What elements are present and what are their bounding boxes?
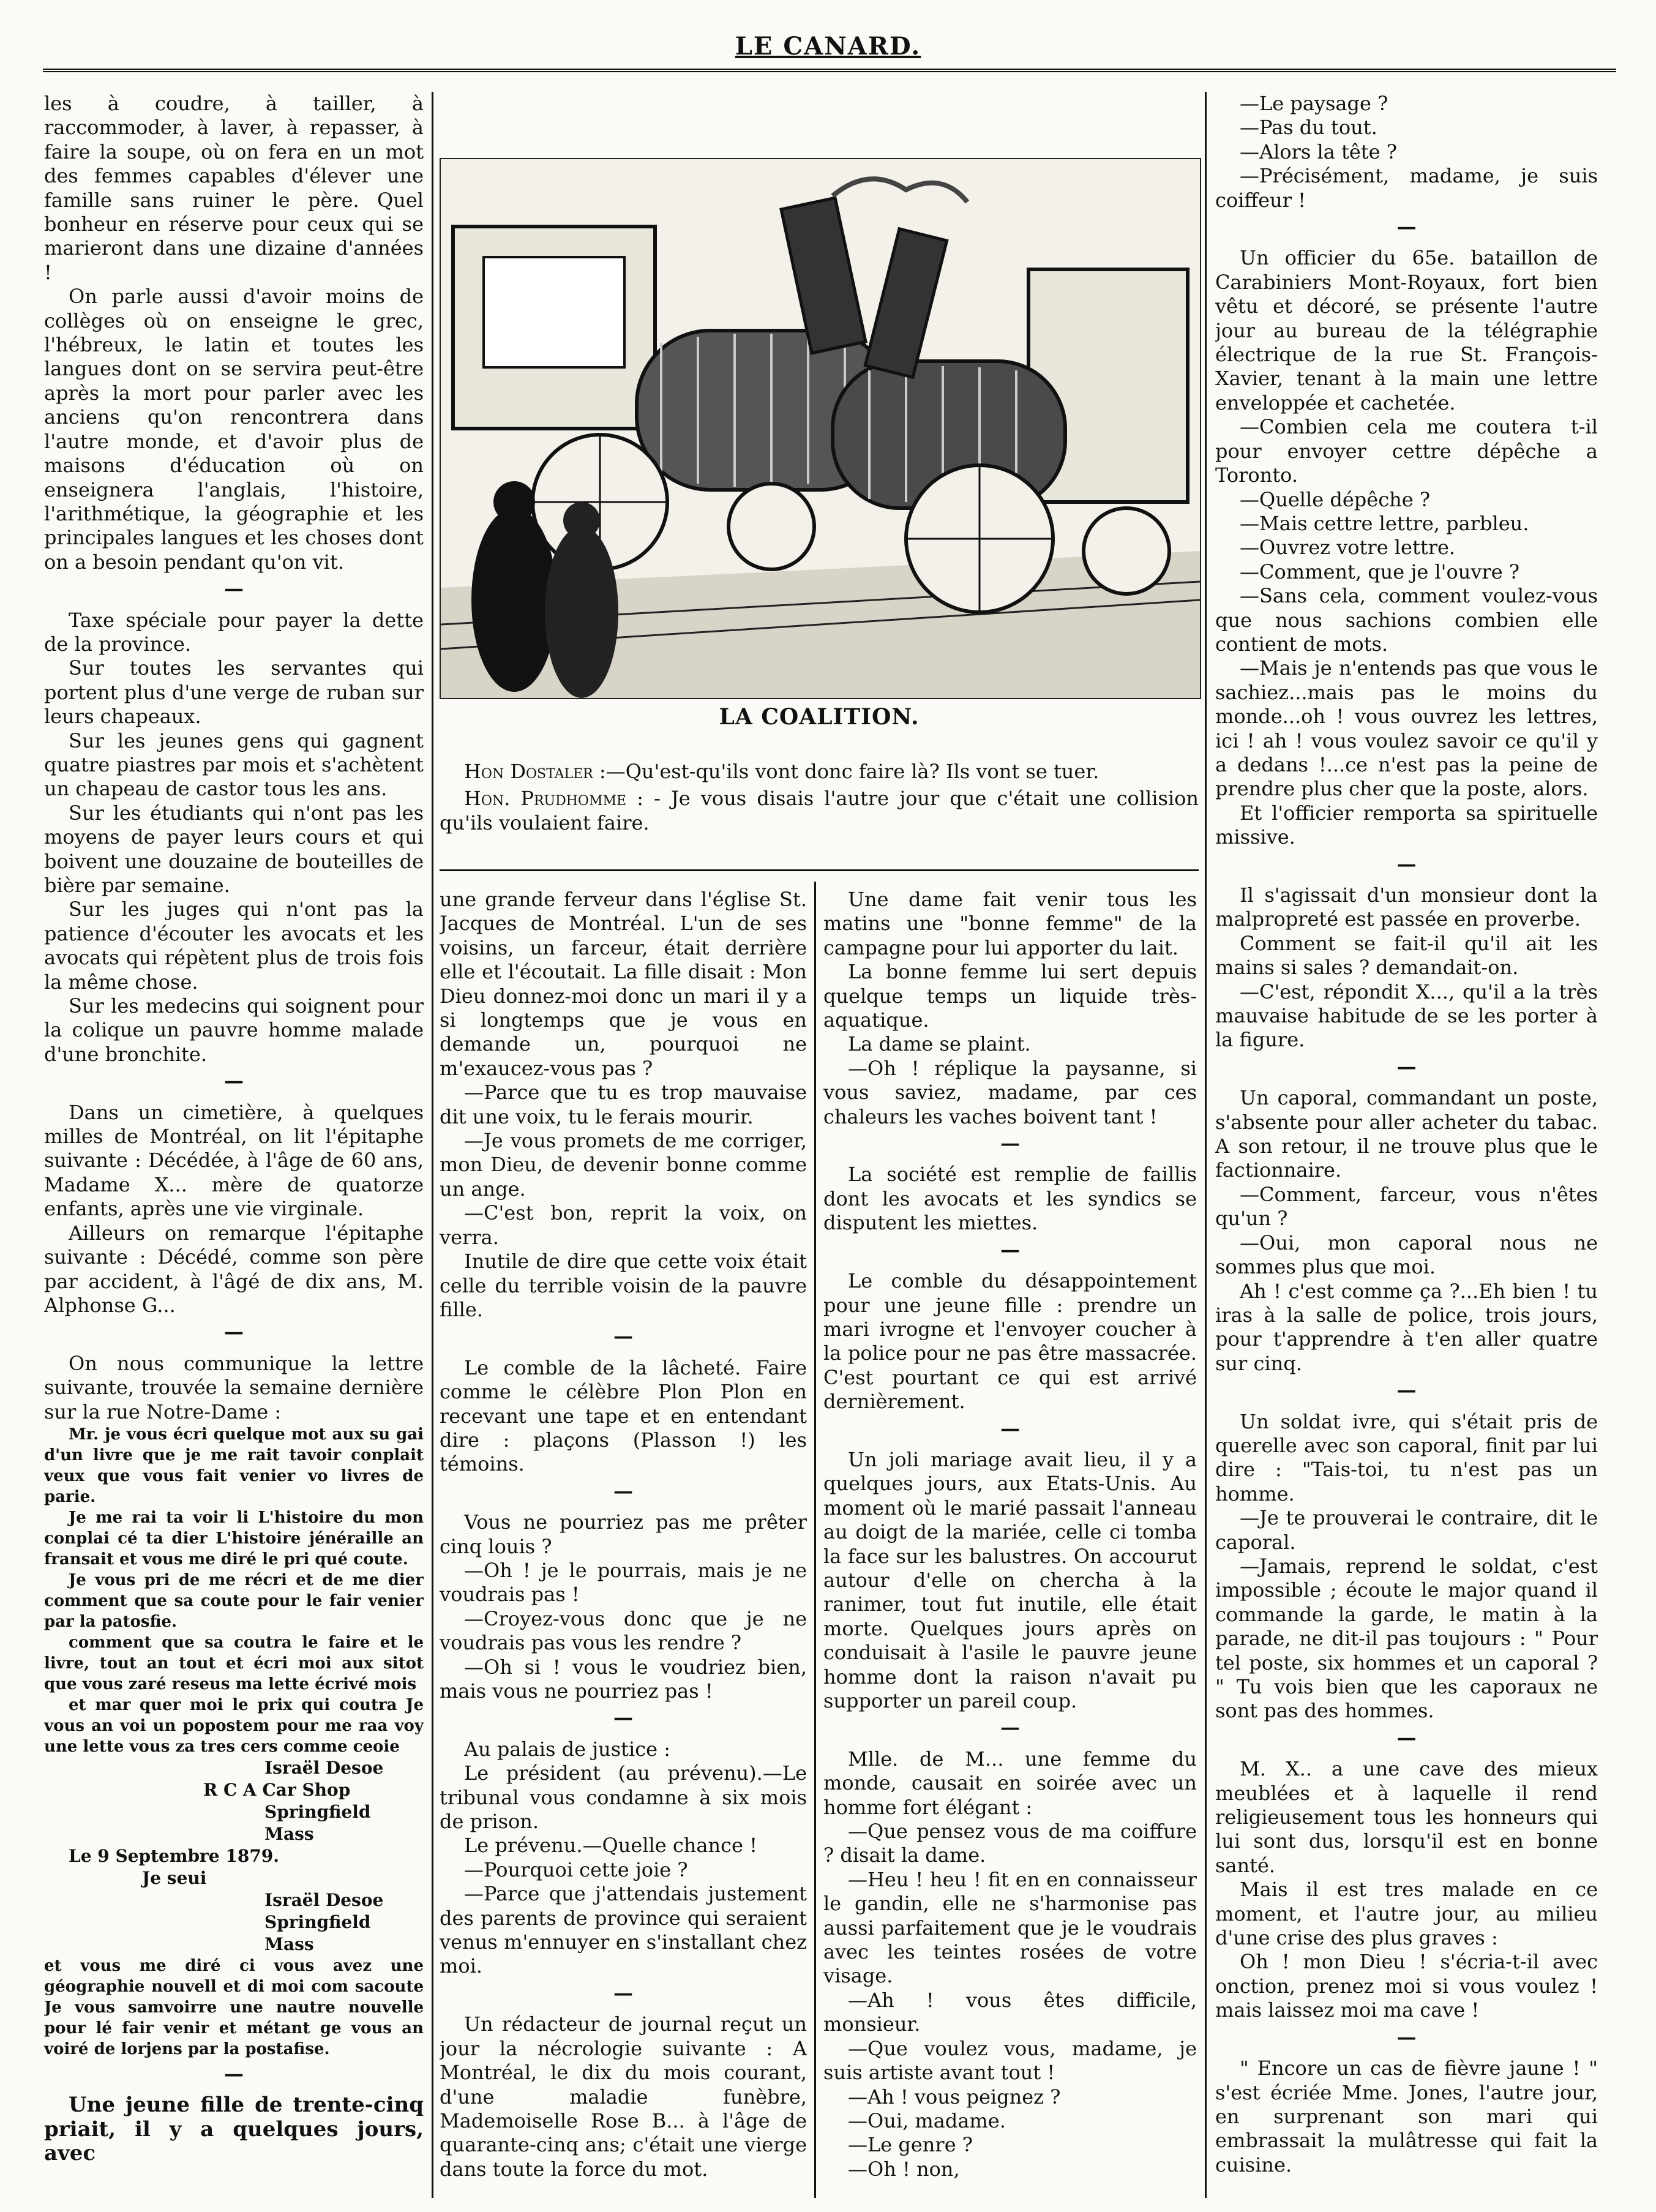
dialogue-text: : - Je vous disais l'autre jour que c'était une collision qu'ils voulaient faire. xyxy=(440,787,1199,834)
letter-line: Je vous pri de me récri et de me dier comment que sa coute pour le fair venier par la patosfie. xyxy=(44,1570,424,1631)
paragraph: —Que pensez vous de ma coiffure ? disait la dame. xyxy=(823,1820,1197,1867)
paragraph: Sur les jeunes gens qui gagnent quatre piastres par mois et s'achètent un chapeau de castor tous les ans. xyxy=(44,729,424,801)
separator: — xyxy=(613,1479,633,1502)
paragraph: —Parce que tu es trop mauvaise dit une voix, tu le ferais mourir. xyxy=(440,1081,807,1128)
speaker-name: Hon Dostaler xyxy=(464,760,593,783)
paragraph: —Sans cela, comment voulez-vous que nous sachions combien elle contient de mots. xyxy=(1215,584,1598,656)
paragraph: Sur toutes les servantes qui portent plus d'une verge de ruban sur leurs chapeaux. xyxy=(44,656,424,729)
signature-shop: R C A Car Shop xyxy=(203,1779,351,1800)
paragraph: On parle aussi d'avoir moins de collèges où on enseigne le grec, l'hébreux, le latin et toutes les langues dont on se servira peut-être après la mort pour parler avec les anciens qu'on rencontrera dans l'autre monde, et d'avoir plus de maisons d'éducation où on enseignera l'anglais, l'histoire, l'arithmétique, la géographie et les principales langues et les choses dont on a besoin pendant qu'on vit. xyxy=(44,285,424,574)
separator: — xyxy=(224,1069,244,1093)
separator: — xyxy=(1000,1237,1020,1261)
separator: — xyxy=(613,1324,633,1348)
paragraph: Mais il est tres malade en ce moment, et l'autre jour, au milieu d'une crise des plus graves : xyxy=(1215,1878,1598,1950)
masthead-rule xyxy=(43,69,1616,72)
paragraph: —Oui, madame. xyxy=(848,2109,1006,2132)
column-3 xyxy=(823,888,1197,2198)
separator: — xyxy=(613,1706,633,1730)
separator: — xyxy=(613,1981,633,2004)
train-collision-drawing xyxy=(441,159,1200,698)
illustration-caption: LA COALITION. xyxy=(719,704,920,730)
paragraph: Un officier du 65e. bataillon de Carabiniers Mont-Royaux, fort bien vêtu et décoré, se présente l'autre jour au bureau de la télégraphie électrique de la rue St. François-Xavier, tenant à la main une lettre enveloppée et cachetée. xyxy=(1215,246,1598,414)
paragraph: —Oh ! réplique la paysanne, si vous saviez, madame, par ces chaleurs les vaches boivent tant ! xyxy=(823,1056,1197,1128)
paragraph: Le président (au prévenu).—Le tribunal vous condamne à six mois de prison. xyxy=(440,1761,807,1834)
paragraph: Un rédacteur de journal reçut un jour la nécrologie suivante : A Montréal, le dix du mois courant, d'une maladie funèbre, Mademoiselle Rose B... à l'âge de quarante-cinq ans; c'était une vierge dans toute la force du mot. xyxy=(440,2012,807,2181)
paragraph: —Précisément, madame, je suis coiffeur ! xyxy=(1215,164,1598,212)
paragraph: —C'est bon, reprit la voix, on verra. xyxy=(440,1201,807,1249)
paragraph: —Que voulez vous, madame, je suis artiste avant tout ! xyxy=(823,2036,1197,2085)
column-4 xyxy=(1215,92,1598,2198)
paragraph: Il s'agissait d'un monsieur dont la malpropreté est passée en proverbe. xyxy=(1215,883,1598,931)
separator: — xyxy=(1396,1725,1417,1749)
column-rule xyxy=(432,92,433,2198)
paragraph: Sur les medecins qui soignent pour la colique un pauvre homme malade d'une bronchite. xyxy=(44,994,424,1066)
paragraph: —Pas du tout. xyxy=(1240,116,1377,140)
paragraph: Dans un cimetière, à quelques milles de Montréal, on lit l'épitaphe suivante : Décédée, à l'âge de 60 ans, Madame X... mère de quatorze enfants, après une vie virginale. xyxy=(44,1100,424,1221)
letter-line: et vous me diré ci vous avez une géographie nouvell et di moi com sacoute Je vous samvoirre une nautre nouvelle pour lé fair venir et métant ge vous an voiré de lorjens par la postafise. xyxy=(44,1956,424,2058)
paragraph: Le comble de la lâcheté. Faire comme le célèbre Plon Plon en recevant une tape et en entendant dire : plaçons (Plasson !) les témoins. xyxy=(440,1355,807,1476)
letter xyxy=(44,1424,424,1757)
letter-end xyxy=(44,1955,424,2060)
paragraph: —Mais cettre lettre, parbleu. xyxy=(1240,511,1529,535)
paragraph: Ailleurs on remarque l'épitaphe suivante : Décédé, comme son père par accident, à l'âgé de dix ans, M. Alphonse G... xyxy=(44,1221,424,1317)
paragraph: Un caporal, commandant un poste, s'absente pour aller acheter du tabac. A son retour, il ne trouve plus que le factionnaire. xyxy=(1215,1086,1598,1182)
paragraph: —Croyez-vous donc que je ne voudrais pas vous les rendre ? xyxy=(440,1607,807,1655)
paragraph: Vous ne pourriez pas me prêter cinq louis ? xyxy=(440,1510,807,1558)
masthead: LE CANARD. xyxy=(735,32,921,61)
paragraph: " Encore un cas de fièvre jaune ! " s'est écriée Mme. Jones, l'autre jour, en surprenant son mari qui embrassait la mulâtresse qui fait la cuisine. xyxy=(1215,2056,1598,2176)
paragraph: —Quelle dépêche ? xyxy=(1240,487,1430,511)
paragraph: Inutile de dire que cette voix était celle du terrible voisin de la pauvre fille. xyxy=(440,1250,807,1321)
paragraph: —Oh si ! vous le voudriez bien, mais vous ne pourriez pas ! xyxy=(440,1655,807,1703)
paragraph: Sur les juges qui n'ont pas la patience d'écouter les avocats et les avocats qui répètent plus de trois fois la même chose. xyxy=(44,898,424,994)
paragraph: —Pourquoi cette joie ? xyxy=(464,1858,688,1881)
paragraph: —Oh ! non, xyxy=(848,2157,960,2181)
paragraph: Oh ! mon Dieu ! s'écria-t-il avec onction, prenez moi si vous voulez ! mais laissez moi ma cave ! xyxy=(1215,1950,1598,2022)
paragraph: —Comment, farceur, vous n'êtes qu'un ? xyxy=(1215,1182,1598,1231)
separator: — xyxy=(224,577,244,601)
coalition-illustration xyxy=(440,158,1201,699)
signature-date: Le 9 Septembre 1879. xyxy=(69,1845,280,1866)
separator: — xyxy=(1000,1131,1020,1155)
paragraph: Au palais de justice : xyxy=(464,1737,671,1761)
paragraph: M. X.. a une cave des mieux meublées et à laquelle il rend religieusement tous les honneurs qui lui sont dus, lorsqu'il est en bonne santé. xyxy=(1215,1757,1598,1877)
paragraph: —Jamais, reprend le soldat, c'est impossible ; écoute le major quand il commande la garde, le matin à la parade, ne dit-il pas toujours : " Pour tel poste, six hommes et un caporal ? " Tu vois bien que les caporaux ne sont pas des hommes. xyxy=(1215,1554,1598,1723)
column-1 xyxy=(44,92,424,2198)
paragraph: —Le paysage ? xyxy=(1240,92,1388,115)
paragraph: Comment se fait-il qu'il ait les mains si sales ? demandait-on. xyxy=(1215,931,1598,980)
signature-name: Israël Desoe xyxy=(264,1889,384,1910)
signature-city: Springfield Mass xyxy=(264,1911,371,1954)
paragraph: —Combien cela me coutera t-il pour envoyer cettre dépêche a Toronto. xyxy=(1215,415,1598,487)
letter-line: Je me rai ta voir li L'histoire du mon conplai cé ta dier L'histoire jénéraille an fransait et vous me diré le pri qué coute. xyxy=(44,1508,424,1569)
separator: — xyxy=(1396,1054,1417,1078)
paragraph: une grande ferveur dans l'église St. Jacques de Montréal. L'un de ses voisins, un farceur, était derrière elle et l'écoutait. La fille disait : Mon Dieu donnez-moi donc un mari il y a si longtemps que je vous en demande un, pourquoi ne m'exaucez-vous pas ? xyxy=(440,888,807,1080)
signature-closing: Je seui xyxy=(142,1867,207,1888)
letter-line: et mar quer moi le prix qui coutra Je vous an voi un popostem pour me raa voy une lette vous za tres cers comme ceoie xyxy=(44,1695,424,1756)
paragraph: Une dame fait venir tous les matins une "bonne femme" de la campagne pour lui apporter du lait. xyxy=(823,888,1197,959)
paragraph: —C'est, répondit X..., qu'il a la très mauvaise habitude de se les porter à la figure. xyxy=(1215,980,1598,1052)
signature-name: Israël Desoe xyxy=(264,1757,384,1778)
column-2 xyxy=(440,888,807,2198)
column-rule xyxy=(1205,92,1207,2198)
separator: — xyxy=(1396,2025,1417,2049)
column-rule xyxy=(814,882,816,2198)
signature-city: Springfield Mass xyxy=(264,1801,371,1844)
paragraph: Ah ! c'est comme ça ?...Eh bien ! tu iras à la salle de police, trois jours, pour t'apprendre à t'en aller quatre sur cinq. xyxy=(1215,1279,1598,1375)
paragraph: Mlle. de M... une femme du monde, causait en soirée avec un homme fort élégant : xyxy=(823,1747,1197,1819)
separator: — xyxy=(1396,215,1417,239)
paragraph: —Je vous promets de me corriger, mon Dieu, de devenir bonne comme un ange. xyxy=(440,1129,807,1201)
paragraph: La société est remplie de faillis dont les avocats et les syndics se disputent les miettes. xyxy=(823,1163,1197,1235)
paragraph: Le comble du désappointement pour une jeune fille : prendre un mari ivrogne et l'envoyer coucher à la police pour ne pas être massacrée. C'est pourtant ce qui est arrivé dernièrement. xyxy=(823,1269,1197,1414)
paragraph: Et l'officier remporta sa spirituelle missive. xyxy=(1215,801,1598,849)
paragraph: —Oui, mon caporal nous ne sommes plus que moi. xyxy=(1215,1231,1598,1279)
letter-line: Mr. je vous écri quelque mot aux su gai d'un livre que je me rait tavoir conplait veux que vous fait venier vo livres de parie. xyxy=(44,1425,424,1506)
paragraph: les à coudre, à tailler, à raccommoder, à laver, à repasser, à faire la soupe, où on fera en un mot des femmes capables d'élever une famille sans ruiner le père. Quel bonheur en réserve pour ceux qui se marieront dans une dizaine d'années ! xyxy=(44,92,424,284)
separator: — xyxy=(1000,1416,1020,1440)
paragraph: On nous communique la lettre suivante, trouvée la semaine dernière sur la rue Notre-Dame : xyxy=(44,1351,424,1423)
paragraph: La bonne femme lui sert depuis quelque temps un liquide très-aquatique. xyxy=(823,960,1197,1032)
letter-line: comment que sa coutra le faire et le livre, tout an tout et écri moi aux sitot que vous zaré reseus ma lette écrivé mois xyxy=(44,1633,424,1693)
dialogue-line xyxy=(440,759,1199,784)
paragraph: —Le genre ? xyxy=(848,2133,973,2157)
paragraph: Une jeune fille de trente-cinq priait, il y a quelques jours, avec xyxy=(44,2093,424,2166)
paragraph: Un joli mariage avait lieu, il y a quelques jours, aux Etats-Unis. Au moment où le marié passait l'anneau au doigt de la mariée, celle ci tomba la face sur les balustres. On accourut autour d'elle on chercha à la ranimer, tout fut inutile, elle était morte. Quelques jours après on conduisait à l'asile le pauvre jeune homme dont la raison n'avait pu supporter un pareil coup. xyxy=(823,1447,1197,1712)
dialogue-text: :—Qu'est-qu'ils vont donc faire là? Ils vont se tuer. xyxy=(599,760,1100,783)
separator: — xyxy=(1000,1715,1020,1739)
paragraph: —Parce que j'attendais justement des parents de province qui seraient venus m'ennuyer en s'installant chez moi. xyxy=(440,1882,807,1978)
paragraph: —Je te prouverai le contraire, dit le caporal. xyxy=(1215,1506,1598,1554)
paragraph: Taxe spéciale pour payer la dette de la province. xyxy=(44,608,424,656)
paragraph: —Ah ! vous peignez ? xyxy=(848,2085,1061,2109)
separator: — xyxy=(224,2061,244,2085)
caption-dialogue xyxy=(440,759,1199,838)
separator: — xyxy=(224,1320,244,1344)
section-rule xyxy=(440,869,1199,871)
paragraph: —Ouvrez votre lettre. xyxy=(1240,536,1456,560)
paragraph: Le prévenu.—Quelle chance ! xyxy=(464,1834,757,1858)
paragraph: —Ah ! vous êtes difficile, monsieur. xyxy=(823,1988,1197,2036)
paragraph: Un soldat ivre, qui s'était pris de querelle avec son caporal, finit par lui dire : "Tais-toi, tu n'est pas un homme. xyxy=(1215,1409,1598,1505)
separator: — xyxy=(1396,1378,1417,1402)
paragraph: Sur les étudiants qui n'ont pas les moyens de payer leurs cours et qui boivent une douzaine de bouteilles de bière par semaine. xyxy=(44,801,424,897)
paragraph: —Mais je n'entends pas que vous le sachiez...mais pas le moins du monde...oh ! vous ouvrez les lettres, ici ! ah ! vous voulez savoir ce qu'il y a dedans !...ce n'est pas la peine de prendre plus cher que la poste, alors. xyxy=(1215,656,1598,801)
paragraph: La dame se plaint. xyxy=(848,1032,1031,1056)
speaker-name: Hon. Prudhomme xyxy=(464,787,627,810)
paragraph: —Oh ! je le pourrais, mais je ne voudrais pas ! xyxy=(440,1558,807,1607)
paragraph: —Alors la tête ? xyxy=(1240,140,1397,163)
separator: — xyxy=(1396,852,1417,875)
paragraph: —Heu ! heu ! fit en en connaisseur le gandin, elle ne s'harmonise pas aussi parfaitement que je le voudrais avec les teintes rosées de votre visage. xyxy=(823,1867,1197,1988)
dialogue-line xyxy=(440,786,1199,835)
paragraph: —Comment, que je l'ouvre ? xyxy=(1240,560,1519,583)
